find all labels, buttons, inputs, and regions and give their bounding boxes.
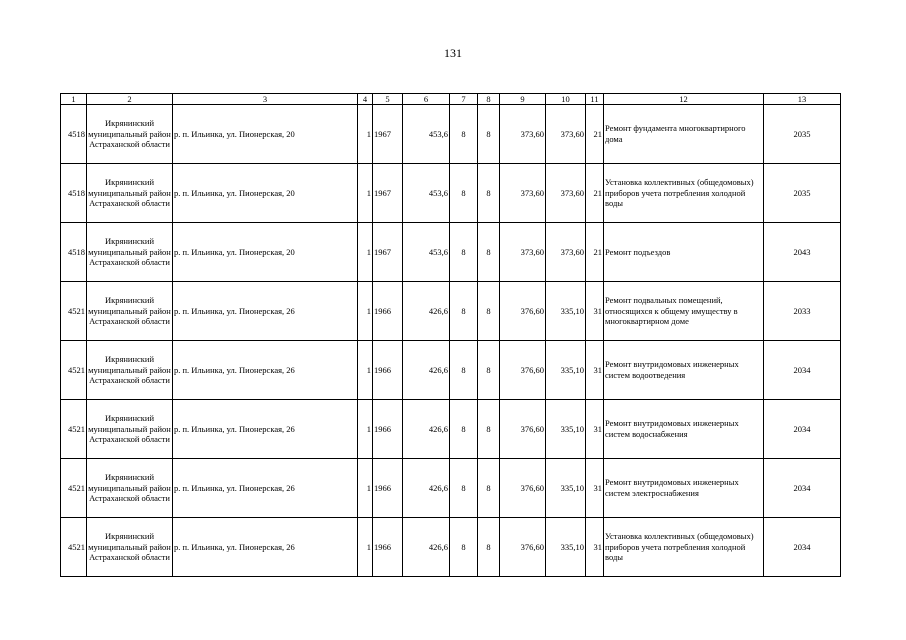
target-year-cell: 2043 bbox=[764, 223, 841, 282]
row-number-cell: 4521 bbox=[61, 459, 87, 518]
header-cell: 6 bbox=[403, 94, 450, 105]
table-row bbox=[61, 459, 841, 518]
col7-cell: 8 bbox=[450, 518, 478, 577]
col10-cell: 373,60 bbox=[546, 105, 586, 164]
district-cell: Икрянинский муниципальный район Астраханской области bbox=[87, 282, 173, 341]
table-row bbox=[61, 164, 841, 223]
target-year-cell: 2035 bbox=[764, 105, 841, 164]
col10-cell: 335,10 bbox=[546, 341, 586, 400]
row-number-cell: 4521 bbox=[61, 282, 87, 341]
year-cell: 1966 bbox=[373, 400, 403, 459]
col11-cell: 31 bbox=[586, 459, 604, 518]
header-cell: 13 bbox=[764, 94, 841, 105]
work-type-cell: Ремонт фундамента многоквартирного дома bbox=[604, 105, 764, 164]
col8-cell: 8 bbox=[478, 518, 500, 577]
area-cell: 426,6 bbox=[403, 400, 450, 459]
col8-cell: 8 bbox=[478, 400, 500, 459]
col4-cell: 1 bbox=[358, 223, 373, 282]
work-type-cell: Установка коллективных (общедомовых) приборов учета потребления холодной воды bbox=[604, 164, 764, 223]
register-table bbox=[60, 93, 841, 577]
year-cell: 1966 bbox=[373, 341, 403, 400]
col4-cell: 1 bbox=[358, 459, 373, 518]
page-number: 131 bbox=[444, 46, 462, 60]
col4-cell: 1 bbox=[358, 341, 373, 400]
address-cell: р. п. Ильинка, ул. Пионерская, 26 bbox=[173, 518, 358, 577]
target-year-cell: 2034 bbox=[764, 341, 841, 400]
district-cell: Икрянинский муниципальный район Астраханской области bbox=[87, 518, 173, 577]
target-year-cell: 2035 bbox=[764, 164, 841, 223]
year-cell: 1967 bbox=[373, 164, 403, 223]
col10-cell: 335,10 bbox=[546, 459, 586, 518]
col10-cell: 373,60 bbox=[546, 164, 586, 223]
table-row bbox=[61, 282, 841, 341]
area-cell: 426,6 bbox=[403, 341, 450, 400]
header-cell: 12 bbox=[604, 94, 764, 105]
work-type-cell: Ремонт внутридомовых инженерных систем водоснабжения bbox=[604, 400, 764, 459]
address-cell: р. п. Ильинка, ул. Пионерская, 26 bbox=[173, 282, 358, 341]
district-cell: Икрянинский муниципальный район Астраханской области bbox=[87, 400, 173, 459]
year-cell: 1966 bbox=[373, 459, 403, 518]
year-cell: 1967 bbox=[373, 223, 403, 282]
col7-cell: 8 bbox=[450, 164, 478, 223]
header-cell: 11 bbox=[586, 94, 604, 105]
col9-cell: 373,60 bbox=[500, 105, 546, 164]
col4-cell: 1 bbox=[358, 164, 373, 223]
work-type-cell: Ремонт внутридомовых инженерных систем водоотведения bbox=[604, 341, 764, 400]
district-cell: Икрянинский муниципальный район Астраханской области bbox=[87, 105, 173, 164]
col9-cell: 376,60 bbox=[500, 518, 546, 577]
area-cell: 426,6 bbox=[403, 282, 450, 341]
col10-cell: 373,60 bbox=[546, 223, 586, 282]
col11-cell: 21 bbox=[586, 105, 604, 164]
col11-cell: 31 bbox=[586, 400, 604, 459]
col7-cell: 8 bbox=[450, 341, 478, 400]
row-number-cell: 4518 bbox=[61, 223, 87, 282]
col11-cell: 21 bbox=[586, 164, 604, 223]
address-cell: р. п. Ильинка, ул. Пионерская, 20 bbox=[173, 164, 358, 223]
work-type-cell: Установка коллективных (общедомовых) приборов учета потребления холодной воды bbox=[604, 518, 764, 577]
col8-cell: 8 bbox=[478, 282, 500, 341]
header-cell: 5 bbox=[373, 94, 403, 105]
address-cell: р. п. Ильинка, ул. Пионерская, 26 bbox=[173, 341, 358, 400]
header-cell: 10 bbox=[546, 94, 586, 105]
area-cell: 453,6 bbox=[403, 223, 450, 282]
col7-cell: 8 bbox=[450, 223, 478, 282]
table-row bbox=[61, 105, 841, 164]
col11-cell: 21 bbox=[586, 223, 604, 282]
col9-cell: 373,60 bbox=[500, 164, 546, 223]
district-cell: Икрянинский муниципальный район Астраханской области bbox=[87, 459, 173, 518]
col7-cell: 8 bbox=[450, 459, 478, 518]
year-cell: 1966 bbox=[373, 282, 403, 341]
area-cell: 453,6 bbox=[403, 105, 450, 164]
col7-cell: 8 bbox=[450, 282, 478, 341]
col4-cell: 1 bbox=[358, 400, 373, 459]
col9-cell: 376,60 bbox=[500, 400, 546, 459]
area-cell: 453,6 bbox=[403, 164, 450, 223]
header-cell: 7 bbox=[450, 94, 478, 105]
col4-cell: 1 bbox=[358, 105, 373, 164]
table-row bbox=[61, 341, 841, 400]
header-row bbox=[61, 94, 841, 105]
header-cell: 1 bbox=[61, 94, 87, 105]
target-year-cell: 2034 bbox=[764, 459, 841, 518]
district-cell: Икрянинский муниципальный район Астраханской области bbox=[87, 164, 173, 223]
address-cell: р. п. Ильинка, ул. Пионерская, 26 bbox=[173, 400, 358, 459]
col11-cell: 31 bbox=[586, 282, 604, 341]
table-body bbox=[61, 105, 841, 577]
table-row bbox=[61, 223, 841, 282]
col9-cell: 376,60 bbox=[500, 459, 546, 518]
table-row bbox=[61, 518, 841, 577]
col10-cell: 335,10 bbox=[546, 400, 586, 459]
row-number-cell: 4518 bbox=[61, 105, 87, 164]
col10-cell: 335,10 bbox=[546, 518, 586, 577]
header-cell: 4 bbox=[358, 94, 373, 105]
col8-cell: 8 bbox=[478, 459, 500, 518]
header-cell: 2 bbox=[87, 94, 173, 105]
col8-cell: 8 bbox=[478, 341, 500, 400]
address-cell: р. п. Ильинка, ул. Пионерская, 20 bbox=[173, 105, 358, 164]
row-number-cell: 4521 bbox=[61, 400, 87, 459]
work-type-cell: Ремонт внутридомовых инженерных систем электроснабжения bbox=[604, 459, 764, 518]
col11-cell: 31 bbox=[586, 341, 604, 400]
work-type-cell: Ремонт подъездов bbox=[604, 223, 764, 282]
col8-cell: 8 bbox=[478, 105, 500, 164]
header-cell: 8 bbox=[478, 94, 500, 105]
col7-cell: 8 bbox=[450, 400, 478, 459]
col8-cell: 8 bbox=[478, 223, 500, 282]
header-cell: 9 bbox=[500, 94, 546, 105]
work-type-cell: Ремонт подвальных помещений, относящихся к общему имуществу в многоквартирном доме bbox=[604, 282, 764, 341]
address-cell: р. п. Ильинка, ул. Пионерская, 26 bbox=[173, 459, 358, 518]
col9-cell: 373,60 bbox=[500, 223, 546, 282]
target-year-cell: 2033 bbox=[764, 282, 841, 341]
year-cell: 1967 bbox=[373, 105, 403, 164]
col8-cell: 8 bbox=[478, 164, 500, 223]
area-cell: 426,6 bbox=[403, 518, 450, 577]
row-number-cell: 4521 bbox=[61, 518, 87, 577]
row-number-cell: 4518 bbox=[61, 164, 87, 223]
year-cell: 1966 bbox=[373, 518, 403, 577]
target-year-cell: 2034 bbox=[764, 400, 841, 459]
col4-cell: 1 bbox=[358, 518, 373, 577]
table-row bbox=[61, 400, 841, 459]
district-cell: Икрянинский муниципальный район Астраханской области bbox=[87, 223, 173, 282]
row-number-cell: 4521 bbox=[61, 341, 87, 400]
col11-cell: 31 bbox=[586, 518, 604, 577]
col10-cell: 335,10 bbox=[546, 282, 586, 341]
col7-cell: 8 bbox=[450, 105, 478, 164]
address-cell: р. п. Ильинка, ул. Пионерская, 20 bbox=[173, 223, 358, 282]
area-cell: 426,6 bbox=[403, 459, 450, 518]
district-cell: Икрянинский муниципальный район Астраханской области bbox=[87, 341, 173, 400]
header-cell: 3 bbox=[173, 94, 358, 105]
col9-cell: 376,60 bbox=[500, 282, 546, 341]
col4-cell: 1 bbox=[358, 282, 373, 341]
col9-cell: 376,60 bbox=[500, 341, 546, 400]
target-year-cell: 2034 bbox=[764, 518, 841, 577]
